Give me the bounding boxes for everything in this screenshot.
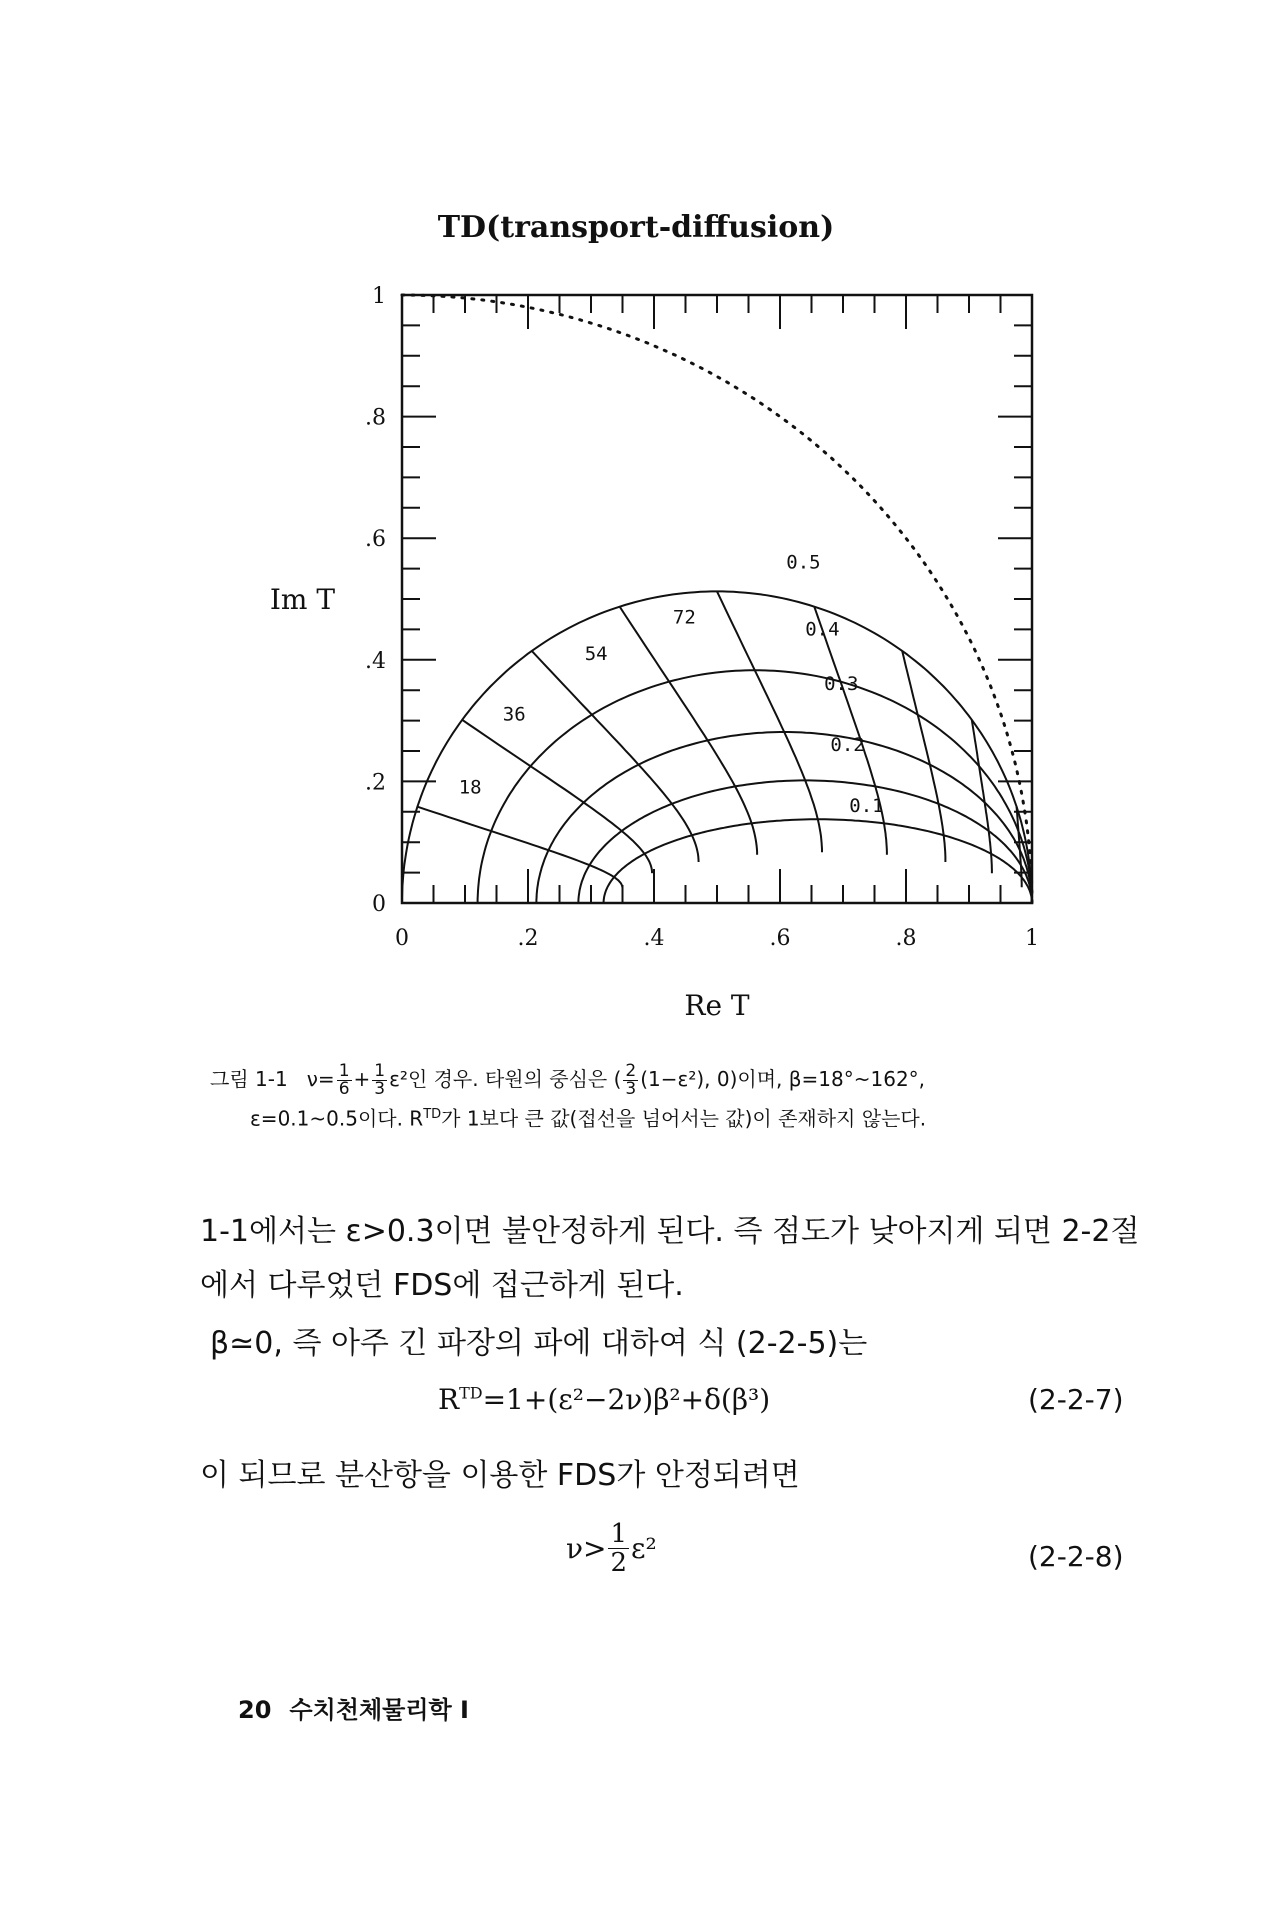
angle-label: 36 — [502, 703, 526, 726]
curve-label: 0.5 — [786, 551, 821, 574]
ellipse-eps-0.5 — [402, 591, 1032, 903]
beta-curves — [417, 591, 1021, 887]
chart-title: TD(transport-diffusion) — [437, 210, 835, 245]
beta-curve-54 — [532, 651, 699, 862]
x-tick-label: .6 — [769, 926, 791, 951]
angle-label: 72 — [672, 606, 696, 629]
beta-curve-108 — [814, 607, 887, 855]
paragraph-1: 1-1에서는 ε>0.3이면 불안정하게 된다. 즉 점도가 낮아지게 되면 2-2절 에서 다루었던 FDS에 접근하게 된다. — [200, 1214, 1140, 1303]
fraction-2-3: $\frac{2}{3}$ — [625, 1061, 637, 1099]
caption-beta-range: 이며, β=18°~162°, — [737, 1067, 926, 1091]
x-tick-label: .8 — [895, 926, 917, 951]
x-tick-label: .4 — [643, 926, 665, 951]
y-axis-label: Im T — [269, 583, 335, 616]
axis-ticks — [402, 295, 1032, 903]
equation-number-2-2-8: (2-2-8) — [1028, 1540, 1124, 1573]
unit-circle — [402, 295, 1032, 903]
plot-frame — [402, 295, 1032, 903]
y-tick-label: .2 — [365, 770, 386, 796]
caption-line2-a: ε=0.1~0.5이다. R — [250, 1106, 424, 1131]
angle-label: 18 — [458, 776, 482, 799]
ellipse-eps-0.3 — [536, 732, 1032, 903]
angle-label: 54 — [584, 642, 608, 665]
page-footer — [238, 1690, 469, 1725]
y-tick-label: 1 — [372, 284, 386, 309]
y-tick-label: .8 — [365, 405, 386, 431]
caption-prefix: 그림 1-1 — [210, 1067, 288, 1091]
figure-caption: 그림 1-1 ν= $\frac{1}{6}$ + $\frac{1}{3}$ ε²인 경우. 타원의 중심은 ( $\frac{2}{3}$ (1−ε²), 0)이며, β=18°~162°, ε=0.1~0.5이다. $R^{TD}$가 1보다 큰 값(접선을 넘어서는 값)이 존재하지 않는다. — [210, 1061, 927, 1131]
page-number: 20 — [238, 1696, 272, 1724]
caption-nu: ν= — [306, 1067, 335, 1091]
beta-curve-18 — [417, 807, 622, 888]
x-axis-label: Re T — [684, 989, 750, 1022]
curve-label: 0.2 — [830, 734, 865, 756]
plot-border — [402, 295, 1032, 903]
fraction-1-3: $\frac{1}{3}$ — [374, 1061, 386, 1099]
caption-line2-sup: TD — [423, 1107, 442, 1122]
caption-center: (1−ε²), 0 — [640, 1067, 730, 1091]
axis-labels — [270, 284, 1039, 1022]
y-tick-label: 0 — [372, 892, 386, 917]
y-tick-label: .6 — [365, 527, 386, 553]
caption-line2-b: 가 1보다 큰 값(접선을 넘어서는 값)이 존재하지 않는다. — [441, 1106, 927, 1131]
paragraph-2: β≃0, 즉 아주 긴 파장의 파에 대하여 식 (2-2-5)는 — [210, 1326, 868, 1361]
curve-label: 0.4 — [805, 618, 840, 641]
x-tick-label: 1 — [1025, 926, 1039, 951]
fraction-1-6: $\frac{1}{6}$ — [338, 1061, 350, 1099]
x-tick-label: 0 — [395, 926, 409, 951]
equation-2-2-7: $R^{TD}=1+(\varepsilon^2-2\nu)\beta^2+\delta(\beta^3)$ — [438, 1383, 771, 1416]
ellipse-eps-0.1 — [604, 819, 1032, 903]
paragraph-3: 이 되므로 분산항을 이용한 FDS가 안정되려면 — [200, 1458, 800, 1493]
book-title: 수치천체물리학 I — [289, 1696, 469, 1724]
y-tick-label: .4 — [365, 648, 386, 674]
beta-curve-36 — [462, 720, 652, 873]
beta-curve-72 — [620, 607, 757, 855]
curve-label: 0.1 — [849, 794, 884, 817]
curve-label: 0.3 — [824, 673, 859, 696]
caption-eps: ε²인 경우. 타원의 중심은 — [389, 1067, 608, 1091]
unit-circle-dotted — [402, 295, 1032, 903]
equation-number-2-2-7: (2-2-7) — [1028, 1383, 1124, 1416]
x-tick-label: .2 — [517, 926, 539, 951]
ellipse-curves — [402, 591, 1032, 903]
equation-2-2-8: ν> $\frac{1}{2}$ ε² — [566, 1519, 657, 1578]
